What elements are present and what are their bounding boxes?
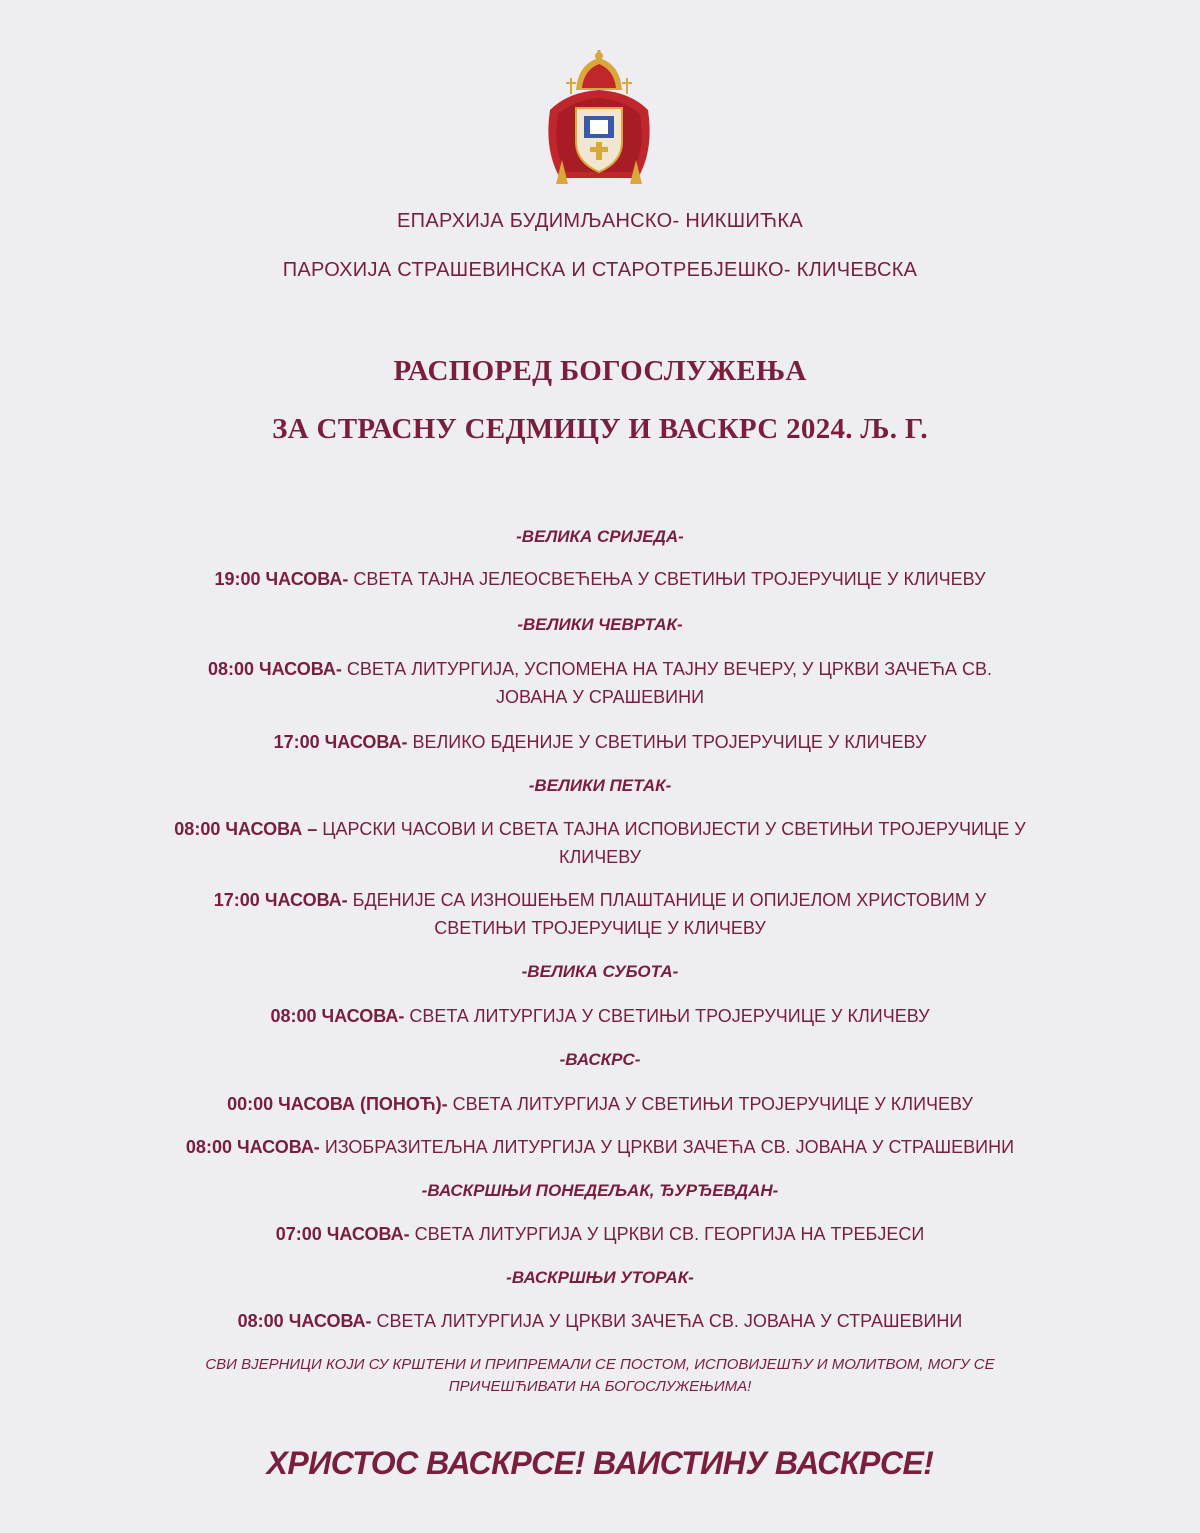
easter-greeting: ХРИСТОС ВАСКРСЕ! ВАИСТИНУ ВАСКРСЕ! bbox=[266, 1445, 934, 1481]
service-description: ЦАРСКИ ЧАСОВИ И СВЕТА ТАЈНА ИСПОВИЈЕСТИ У СВЕТИЊИ ТРОЈЕРУЧИЦЕ У bbox=[317, 819, 1026, 839]
eparchy-name: ЕПАРХИЈА БУДИМЉАНСКО- НИКШИЋКА bbox=[397, 210, 803, 232]
service-time: 08:00 ЧАСОВА – bbox=[174, 819, 318, 839]
service-time: 08:00 ЧАСОВА- bbox=[270, 1006, 405, 1026]
service-time: 00:00 ЧАСОВА (ПОНОЋ)- bbox=[227, 1094, 448, 1114]
service-time: 17:00 ЧАСОВА- bbox=[273, 732, 408, 752]
coat-of-arms-icon bbox=[540, 50, 658, 190]
communion-note-continued: ПРИЧЕШЋИВАТИ НА БОГОСЛУЖЕЊИМА! bbox=[448, 1378, 752, 1395]
communion-note: СВИ ВЈЕРНИЦИ КОЈИ СУ КРШТЕНИ И ПРИПРЕМАЛИ СЕ ПОСТОМ, ИСПОВИЈЕШЋУ И МОЛИТВОМ, МОГУ СЕ bbox=[205, 1356, 995, 1373]
day-heading: -ВЕЛИКА СРИЈЕДА- bbox=[516, 527, 684, 546]
service-entry bbox=[0, 655, 1200, 683]
service-time: 19:00 ЧАСОВА- bbox=[214, 569, 349, 589]
day-heading: -ВАСКРШЊИ УТОРАК- bbox=[506, 1268, 694, 1287]
service-description-continued: ЈОВАНА У СРАШЕВИНИ bbox=[495, 687, 705, 707]
service-entry bbox=[0, 1090, 1200, 1118]
service-entry bbox=[0, 565, 1200, 593]
service-entry bbox=[0, 728, 1200, 756]
service-description: СВЕТА ЛИТУРГИЈА У СВЕТИЊИ ТРОЈЕРУЧИЦЕ У КЛИЧЕВУ bbox=[447, 1094, 973, 1114]
service-description: СВЕТА ЛИТУРГИЈА У СВЕТИЊИ ТРОЈЕРУЧИЦЕ У КЛИЧЕВУ bbox=[404, 1006, 930, 1026]
service-entry bbox=[0, 1002, 1200, 1030]
service-description: ВЕЛИКО БДЕНИЈЕ У СВЕТИЊИ ТРОЈЕРУЧИЦЕ У КЛИЧЕВУ bbox=[407, 732, 927, 752]
day-heading: -ВАСКРС- bbox=[559, 1050, 641, 1069]
service-description: БДЕНИЈЕ СА ИЗНОШЕЊЕМ ПЛАШТАНИЦЕ И ОПИЈЕЛОМ ХРИСТОВИМ У bbox=[347, 890, 987, 910]
service-entry bbox=[0, 1133, 1200, 1161]
service-time: 08:00 ЧАСОВА- bbox=[207, 659, 342, 679]
service-description: ИЗОБРАЗИТЕЉНА ЛИТУРГИЈА У ЦРКВИ ЗАЧЕЋА СВ. ЈОВАНА У СТРАШЕВИНИ bbox=[319, 1137, 1015, 1157]
service-description-continued: СВЕТИЊИ ТРОЈЕРУЧИЦЕ У КЛИЧЕВУ bbox=[434, 918, 766, 938]
schedule-title: РАСПОРЕД БОГОСЛУЖЕЊА bbox=[393, 355, 807, 387]
day-heading: -ВЕЛИКИ ЧЕВРТАК- bbox=[517, 615, 683, 634]
schedule-subtitle: ЗА СТРАСНУ СЕДМИЦУ И ВАСКРС 2024. Љ. Г. bbox=[272, 413, 928, 445]
day-heading: -ВАСКРШЊИ ПОНЕДЕЉАК, ЂУРЂЕВДАН- bbox=[421, 1181, 779, 1200]
service-time: 07:00 ЧАСОВА- bbox=[275, 1224, 410, 1244]
day-heading: -ВЕЛИКА СУБОТА- bbox=[521, 962, 679, 981]
service-time: 17:00 ЧАСОВА- bbox=[213, 890, 348, 910]
service-entry bbox=[0, 886, 1200, 914]
service-description: СВЕТА ЛИТУРГИЈА, УСПОМЕНА НА ТАЈНУ ВЕЧЕРУ, У ЦРКВИ ЗАЧЕЋА СВ. bbox=[341, 659, 993, 679]
service-entry bbox=[0, 815, 1200, 843]
service-entry bbox=[0, 1307, 1200, 1335]
parish-name: ПАРОХИЈА СТРАШЕВИНСКА И СТАРОТРЕБЈЕШКО- КЛИЧЕВСКА bbox=[282, 259, 918, 281]
service-description-continued: КЛИЧЕВУ bbox=[558, 847, 642, 867]
day-heading: -ВЕЛИКИ ПЕТАК- bbox=[528, 776, 672, 795]
service-time: 08:00 ЧАСОВА- bbox=[185, 1137, 320, 1157]
service-description: СВЕТА ЛИТУРГИЈА У ЦРКВИ СВ. ГЕОРГИЈА НА ТРЕБЈЕСИ bbox=[409, 1224, 925, 1244]
service-description: СВЕТА ЛИТУРГИЈА У ЦРКВИ ЗАЧЕЋА СВ. ЈОВАНА У СТРАШЕВИНИ bbox=[371, 1311, 963, 1331]
service-time: 08:00 ЧАСОВА- bbox=[237, 1311, 372, 1331]
service-entry bbox=[0, 1220, 1200, 1248]
service-description: СВЕТА ТАЈНА ЈЕЛЕОСВЕЋЕЊА У СВЕТИЊИ ТРОЈЕРУЧИЦЕ У КЛИЧЕВУ bbox=[348, 569, 986, 589]
